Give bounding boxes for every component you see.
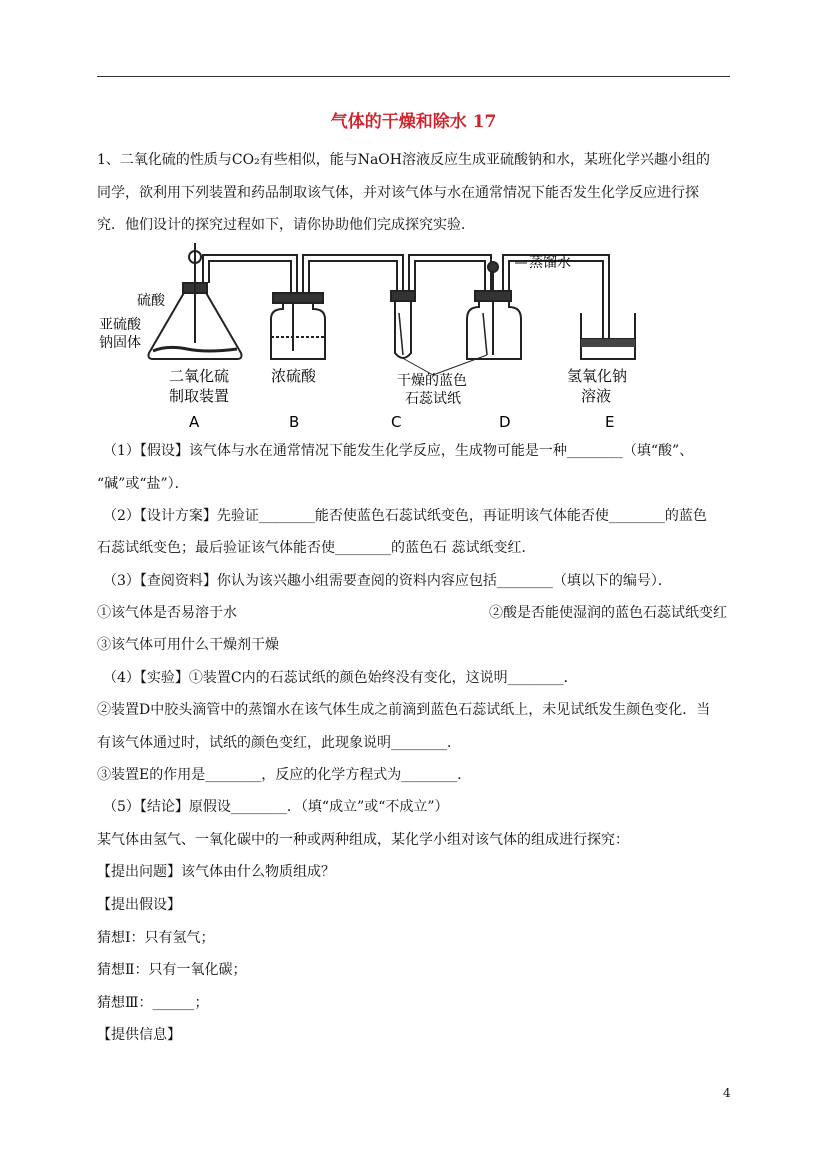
part-5-line: （5）【结论】原假设________．（填“成立”或“不成立”） [103, 799, 449, 815]
question-2-intro: 某气体由氢气、一氧化碳中的一种或两种组成，某化学小组对该气体的组成进行探究： [97, 832, 629, 848]
option-1 [97, 603, 737, 623]
label-e-name-2: 溶液 [581, 387, 612, 405]
label-a-name-1: 二氧化硫 [169, 367, 230, 385]
question-intro-line-1: 1、二氧化硫的性质与CO₂有些相似，能与NaOH溶液反应生成亚硫酸钠和水，某班化学兴趣小组的 [97, 152, 710, 168]
label-letter-e: E [605, 413, 615, 431]
option-1-text: ①该气体是否易溶于水 [97, 605, 237, 621]
part-2-line-1: （2）【设计方案】先验证________能否使蓝色石蕊试纸变色，再证明该气体能否使________的蓝色 [103, 508, 707, 524]
question-intro-line-3: 究．他们设计的探究过程如下，请你协助他们完成探究实验． [97, 217, 475, 233]
apparatus-figure [97, 243, 657, 433]
option-2-text: ②酸是否能使湿润的蓝色石蕊试纸变红 [489, 605, 727, 621]
label-sodium-sulfite-2: 钠固体 [99, 335, 141, 351]
part-1-line-2: “碱”或“盐”）． [97, 476, 189, 492]
label-letter-a: A [189, 413, 200, 431]
question-2-info: 【提供信息】 [97, 1027, 181, 1043]
label-sulfuric-acid: 硫酸 [137, 293, 165, 309]
guess-3: 猜想Ⅲ：______； [97, 995, 209, 1011]
part-4-line-3: 有该气体通过时，试纸的颜色变红，此现象说明________． [97, 735, 461, 751]
label-e-name-1: 氢氧化钠 [567, 367, 628, 385]
header-rule [97, 76, 730, 77]
label-letter-c: C [391, 413, 402, 431]
part-3-line: （3）【查阅资料】你认为该兴趣小组需要查阅的资料内容应包括________（填以下的编号）． [103, 573, 672, 589]
question-2-problem: 【提出问题】该气体由什么物质组成？ [97, 864, 335, 880]
option-3: ③该气体可用什么干燥剂干燥 [97, 637, 279, 653]
part-2-line-2: 石蕊试纸变色；最后验证该气体能否使________的蓝色石 蕊试纸变红． [97, 540, 536, 556]
guess-2: 猜想Ⅱ：只有一氧化碳； [97, 962, 247, 978]
label-letter-d: D [499, 413, 511, 431]
part-4-line-2: ②装置D中胶头滴管中的蒸馏水在该气体生成之前滴到蓝色石蕊试纸上，未见试纸发生颜色变化．当 [97, 702, 711, 718]
label-distilled-water: 蒸馏水 [529, 255, 571, 271]
guess-1: 猜想Ⅰ：只有氢气； [97, 930, 215, 946]
part-1-line-1: （1）【假设】该气体与水在通常情况下能发生化学反应，生成物可能是一种________（填“酸”、 [103, 443, 694, 459]
page-title: 气体的干燥和除水 17 [330, 112, 497, 132]
part-4-line-1: （4）【实验】①装置C内的石蕊试纸的颜色始终没有变化，这说明________． [103, 670, 578, 686]
label-c-name-2: 石蕊试纸 [405, 391, 461, 407]
part-4-line-4: ③装置E的作用是________，反应的化学方程式为________． [97, 767, 472, 783]
label-letter-b: B [289, 413, 300, 431]
label-c-name-1: 干燥的蓝色 [397, 373, 467, 389]
question-2-hypothesis: 【提出假设】 [97, 897, 181, 913]
label-a-name-2: 制取装置 [169, 387, 230, 405]
label-b-name: 浓硫酸 [271, 367, 317, 385]
question-intro-line-2: 同学，欲利用下列装置和药品制取该气体，并对该气体与水在通常情况下能否发生化学反应进行探 [97, 185, 699, 201]
page-number: 4 [723, 1086, 731, 1100]
label-sodium-sulfite-1: 亚硫酸 [99, 317, 141, 333]
